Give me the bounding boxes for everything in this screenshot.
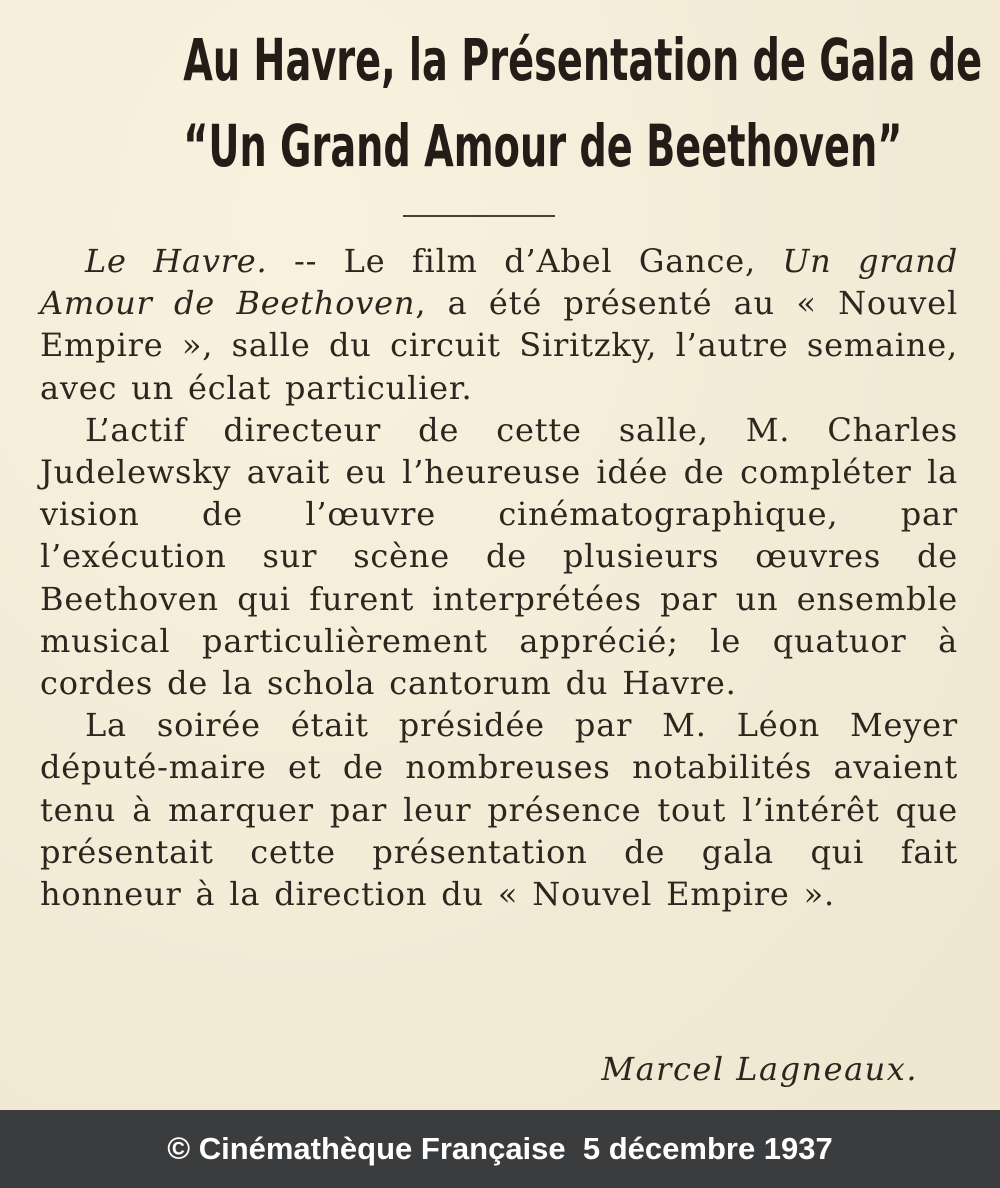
- dateline: Le Havre.: [85, 242, 268, 280]
- paragraph-1-rest: , a été présenté au « Nouvel Empire », salle du circuit Siritzky, l’autre semaine, avec un éclat particulier.: [40, 284, 959, 407]
- headline-line-1: Au Havre, la Présentation de Gala de: [183, 26, 983, 94]
- paragraph-1: [40, 240, 958, 409]
- paragraph-2: L’actif directeur de cette salle, M. Charles Judelewsky avait eu l’heureuse idée de compléter la vision de l’œuvre cinématographique, par l’exécution sur scène de plusieurs œuvres de Beethoven qui furent interprétées par un ensemble musical particulièrement apprécié; le quatuor à cordes de la schola cantorum du Havre.: [40, 410, 958, 703]
- copyright-caption-bar: [0, 1110, 1000, 1188]
- copyright-caption: © Cinémathèque Française 5 décembre 1937: [167, 1131, 833, 1166]
- author-signature: Marcel Lagneaux.: [601, 1050, 918, 1088]
- article-body: [40, 240, 958, 915]
- headline-line-2: “Un Grand Amour de Beethoven”: [183, 112, 903, 180]
- headline-divider: [403, 215, 555, 217]
- paragraph-3: La soirée était présidée par M. Léon Meyer député-maire et de nombreuses notabilités avaient tenu à marquer par leur présence tout l’intérêt que présentait cette présentation de gala qui fait honneur à la direction du « Nouvel Empire ».: [40, 706, 958, 914]
- film-title: Un grand Amour de Beethoven: [40, 242, 958, 323]
- paragraph-1-intro: -- Le film d’Abel Gance,: [267, 242, 783, 280]
